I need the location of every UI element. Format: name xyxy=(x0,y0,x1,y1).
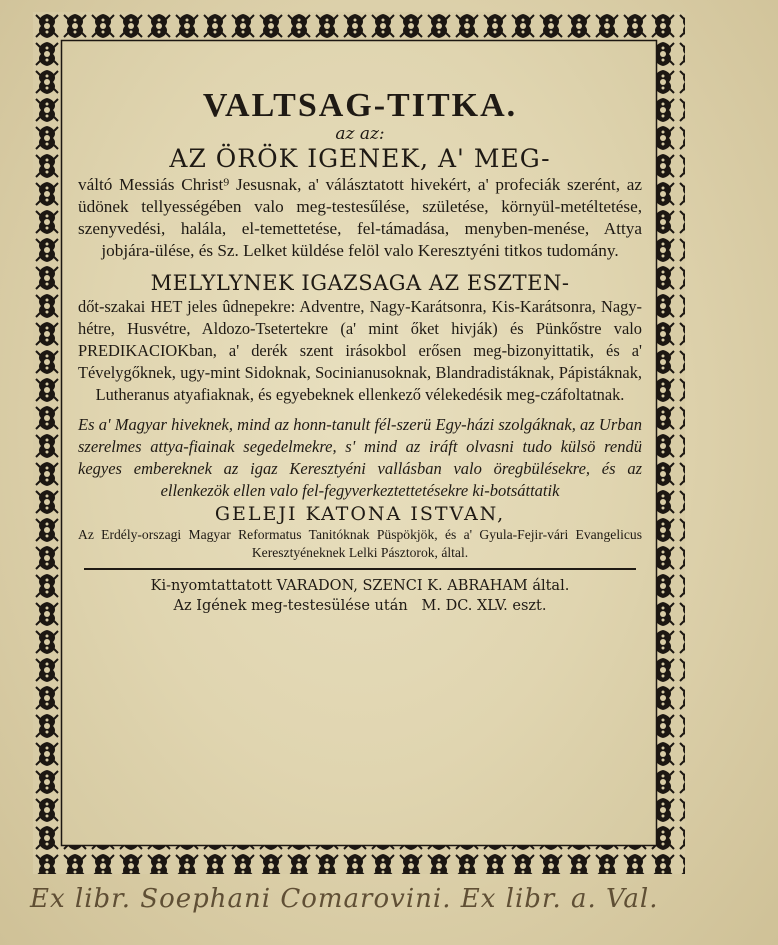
dedication-text: Es a' Magyar hiveknek, mind az honn-tanult fél-szerü Egy-házi szolgáknak, az Urban szerelmes attya-fiainak segedelmekre, s' mind az iráft olvasni tudo külsö rendü kegyes embereknek az igaz Keresztyéni vallásban valo öregbülésekre, és az ellenkezök ellen valo fel-fegyverkeztettetésekre ki-botsáttatik xyxy=(78,415,642,500)
author-description: Az Erdély-orszagi Magyar Reformatus Tanitóknak Püspökjök, és a' Gyula-Fejir-vári Evangelicus Keresztyéneknek Lelki Pásztorok, által. xyxy=(78,527,642,560)
handwritten-signature: Ex libr. Soephani Comarovini. Ex libr. a. Val. xyxy=(30,884,659,914)
block2-heading: MELYLYNEK IGAZSAGA AZ ESZTEN- xyxy=(150,271,570,295)
divider xyxy=(84,568,636,570)
subtitle: az az: xyxy=(335,124,385,144)
block1-text: váltó Messiás Christ⁹ Jesusnak, a' válásztatott hivekért, a' profeciák szerént, az üdönek tellyességében valo meg-testesűlése, születése, környül-metéltetése, szenyvedési, halála, el-temettetése, fel-támadása, menyben-menése, Attya jobjára-ülése, és Sz. Lelket küldése felöl valo Keresztyéni titkos tudomány. xyxy=(78,175,642,260)
author-name: GELEJI KATONA ISTVAN, xyxy=(214,503,506,525)
title-page-content xyxy=(78,86,642,616)
block1-heading: AZ ÖRÖK IGENEK, A' MEG- xyxy=(169,144,551,173)
book-title: VALTSAG-TITKA. xyxy=(202,87,518,124)
imprint-line2: Az Igének meg-testesülése után M. DC. XLV. eszt. xyxy=(173,598,547,614)
imprint-line1: Ki-nyomtattatott VARADON, SZENCI K. ABRAHAM által. xyxy=(150,578,570,594)
block2-text: dőt-szakai HET jeles ûdnepekre: Adventre, Nagy-Karátsonra, Kis-Karátsonra, Nagy-hétre, Husvétre, Aldozo-Tsetertekre (a' mint őket hivják) és Pünkőstre valo PREDIKACIOKban, a' derék szent irásokbol erősen meg-bizonyittatik, és a' Tévelygőknek, ugy-mint Sidoknak, Socinianusoknak, Blandradistáknak, Pápistáknak, Lutheranus atyafiaknak, és egyebeknek ellenkező vélekedésik meg-czáfoltatnak. xyxy=(78,297,642,404)
